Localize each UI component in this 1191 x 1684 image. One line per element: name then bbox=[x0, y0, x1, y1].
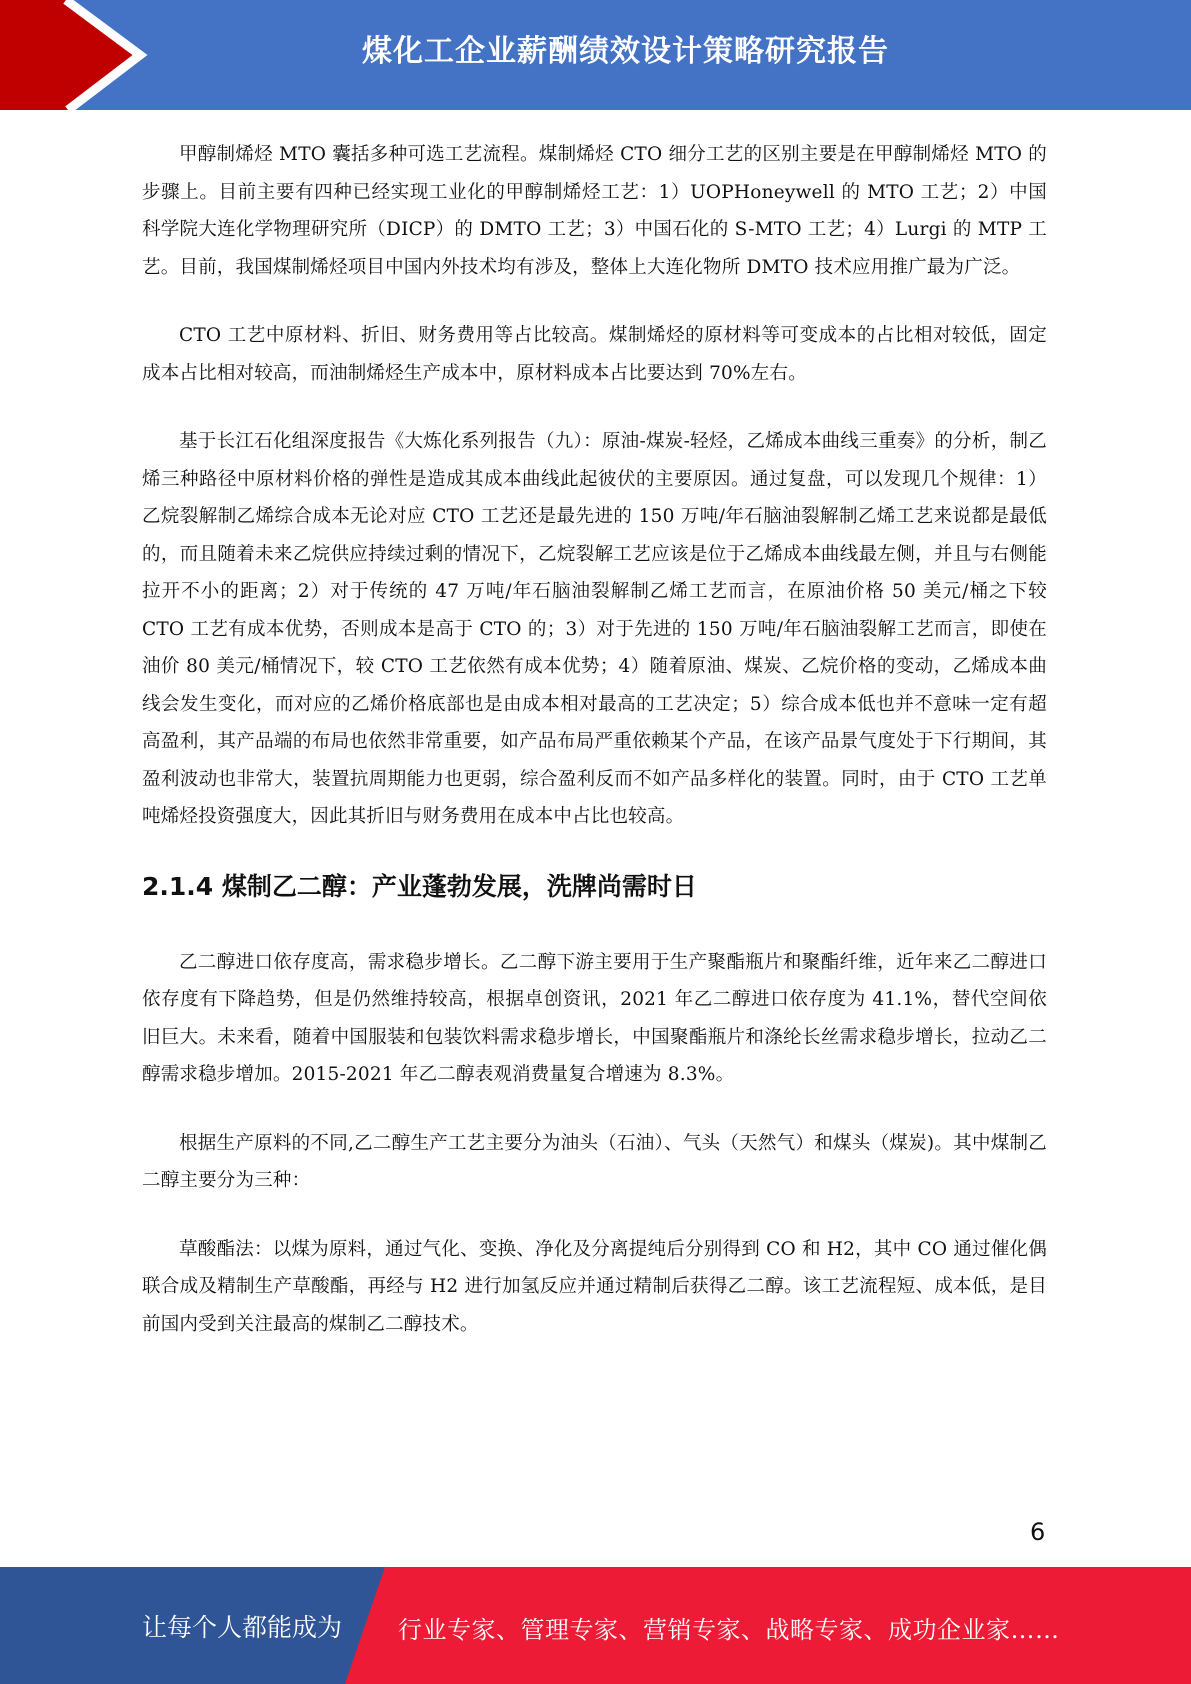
paragraph-glycol-process: 根据生产原料的不同,乙二醇生产工艺主要分为油头（石油）、气头（天然气）和煤头（煤炭)。其中煤制乙二醇主要分为三种： bbox=[142, 1132, 1047, 1191]
paragraph-cto-cost: CTO 工艺中原材料、折旧、财务费用等占比较高。煤制烯烃的原材料等可变成本的占比相对较低，固定成本占比相对较高，而油制烯烃生产成本中，原材料成本占比要达到 70%左右。 bbox=[142, 325, 1047, 384]
footer-slogan-right: 行业专家、管理专家、营销专家、战略专家、成功企业家…… bbox=[398, 1616, 1060, 1644]
paragraph-ethylene-analysis: 基于长江石化组深度报告《大炼化系列报告（九）：原油-煤炭-轻烃，乙烯成本曲线三重奏》的分析，制乙烯三种路径中原材料价格的弹性是造成其成本曲线此起彼伏的主要原因。通过复盘，可以发现几个规律：1）乙烷裂解制乙烯综合成本无论对应 CTO 工艺还是最先进的 150 万吨/年石脑油裂解制乙烯工艺来说都是最低的，而且随着未来乙烷供应持续过剩的情况下，乙烷裂解工艺应该是位于乙烯成本曲线最左侧，并且与右侧能拉开不小的距离；2）对于传统的 47 万吨/年石脑油裂解制乙烯工艺而言，在原油价格 50 美元/桶之下较 CTO 工艺有成本优势，否则成本是高于 CTO 的；3）对于先进的 150 万吨/年石脑油裂解工艺而言，即使在油价 80 美元/桶情况下，较 CTO 工艺依然有成本优势；4）随着原油、煤炭、乙烷价格的变动，乙烯成本曲线会发生变化，而对应的乙烯价格底部也是由成本相对最高的工艺决定；5）综合成本低也并不意味一定有超高盈利，其产品端的布局也依然非常重要，如产品布局严重依赖某个产品，在该产品景气度处于下行期间，其盈利波动也非常大，装置抗周期能力也更弱，综合盈利反而不如产品多样化的装置。同时，由于 CTO 工艺单吨烯烃投资强度大，因此其折旧与财务费用在成本中占比也较高。 bbox=[142, 431, 1047, 827]
paragraph-glycol-demand: 乙二醇进口依存度高，需求稳步增长。乙二醇下游主要用于生产聚酯瓶片和聚酯纤维，近年来乙二醇进口依存度有下降趋势，但是仍然维持较高，根据卓创资讯，2021 年乙二醇进口依存度为 41.1%，替代空间依旧巨大。未来看，随着中国服装和包装饮料需求稳步增长，中国聚酯瓶片和涤纶长丝需求稳步增长，拉动乙二醇需求稳步增加。2015-2021 年乙二醇表观消费量复合增速为 8.3%。 bbox=[142, 951, 1047, 1085]
section-heading: 2.1.4 煤制乙二醇：产业蓬勃发展，洗牌尚需时日 bbox=[142, 871, 697, 901]
paragraph-oxalate-method: 草酸酯法：以煤为原料，通过气化、变换、净化及分离提纯后分别得到 CO 和 H2，其中 CO 通过催化偶联合成及精制生产草酸酯，再经与 H2 进行加氢反应并通过精制后获得乙二醇。该工艺流程短、成本低，是目前国内受到关注最高的煤制乙二醇技术。 bbox=[142, 1238, 1047, 1335]
page-header bbox=[0, 0, 1191, 110]
paragraph-mto: 甲醇制烯烃 MTO 囊括多种可选工艺流程。煤制烯烃 CTO 细分工艺的区别主要是在甲醇制烯烃 MTO 的步骤上。目前主要有四种已经实现工业化的甲醇制烯烃工艺：1）UOPHoneywell 的 MTO 工艺；2）中国科学院大连化学物理研究所（DICP）的 DMTO 工艺；3）中国石化的 S-MTO 工艺；4）Lurgi 的 MTP 工艺。目前，我国煤制烯烃项目中国内外技术均有涉及，整体上大连化物所 DMTO 技术应用推广最为广泛。 bbox=[142, 144, 1047, 278]
page-number: 6 bbox=[1030, 1518, 1046, 1546]
document-title: 煤化工企业薪酬绩效设计策略研究报告 bbox=[362, 34, 889, 69]
footer-slogan-left: 让每个人都能成为 bbox=[142, 1613, 343, 1642]
main-content bbox=[142, 136, 1047, 1374]
page-footer bbox=[0, 1567, 1191, 1684]
